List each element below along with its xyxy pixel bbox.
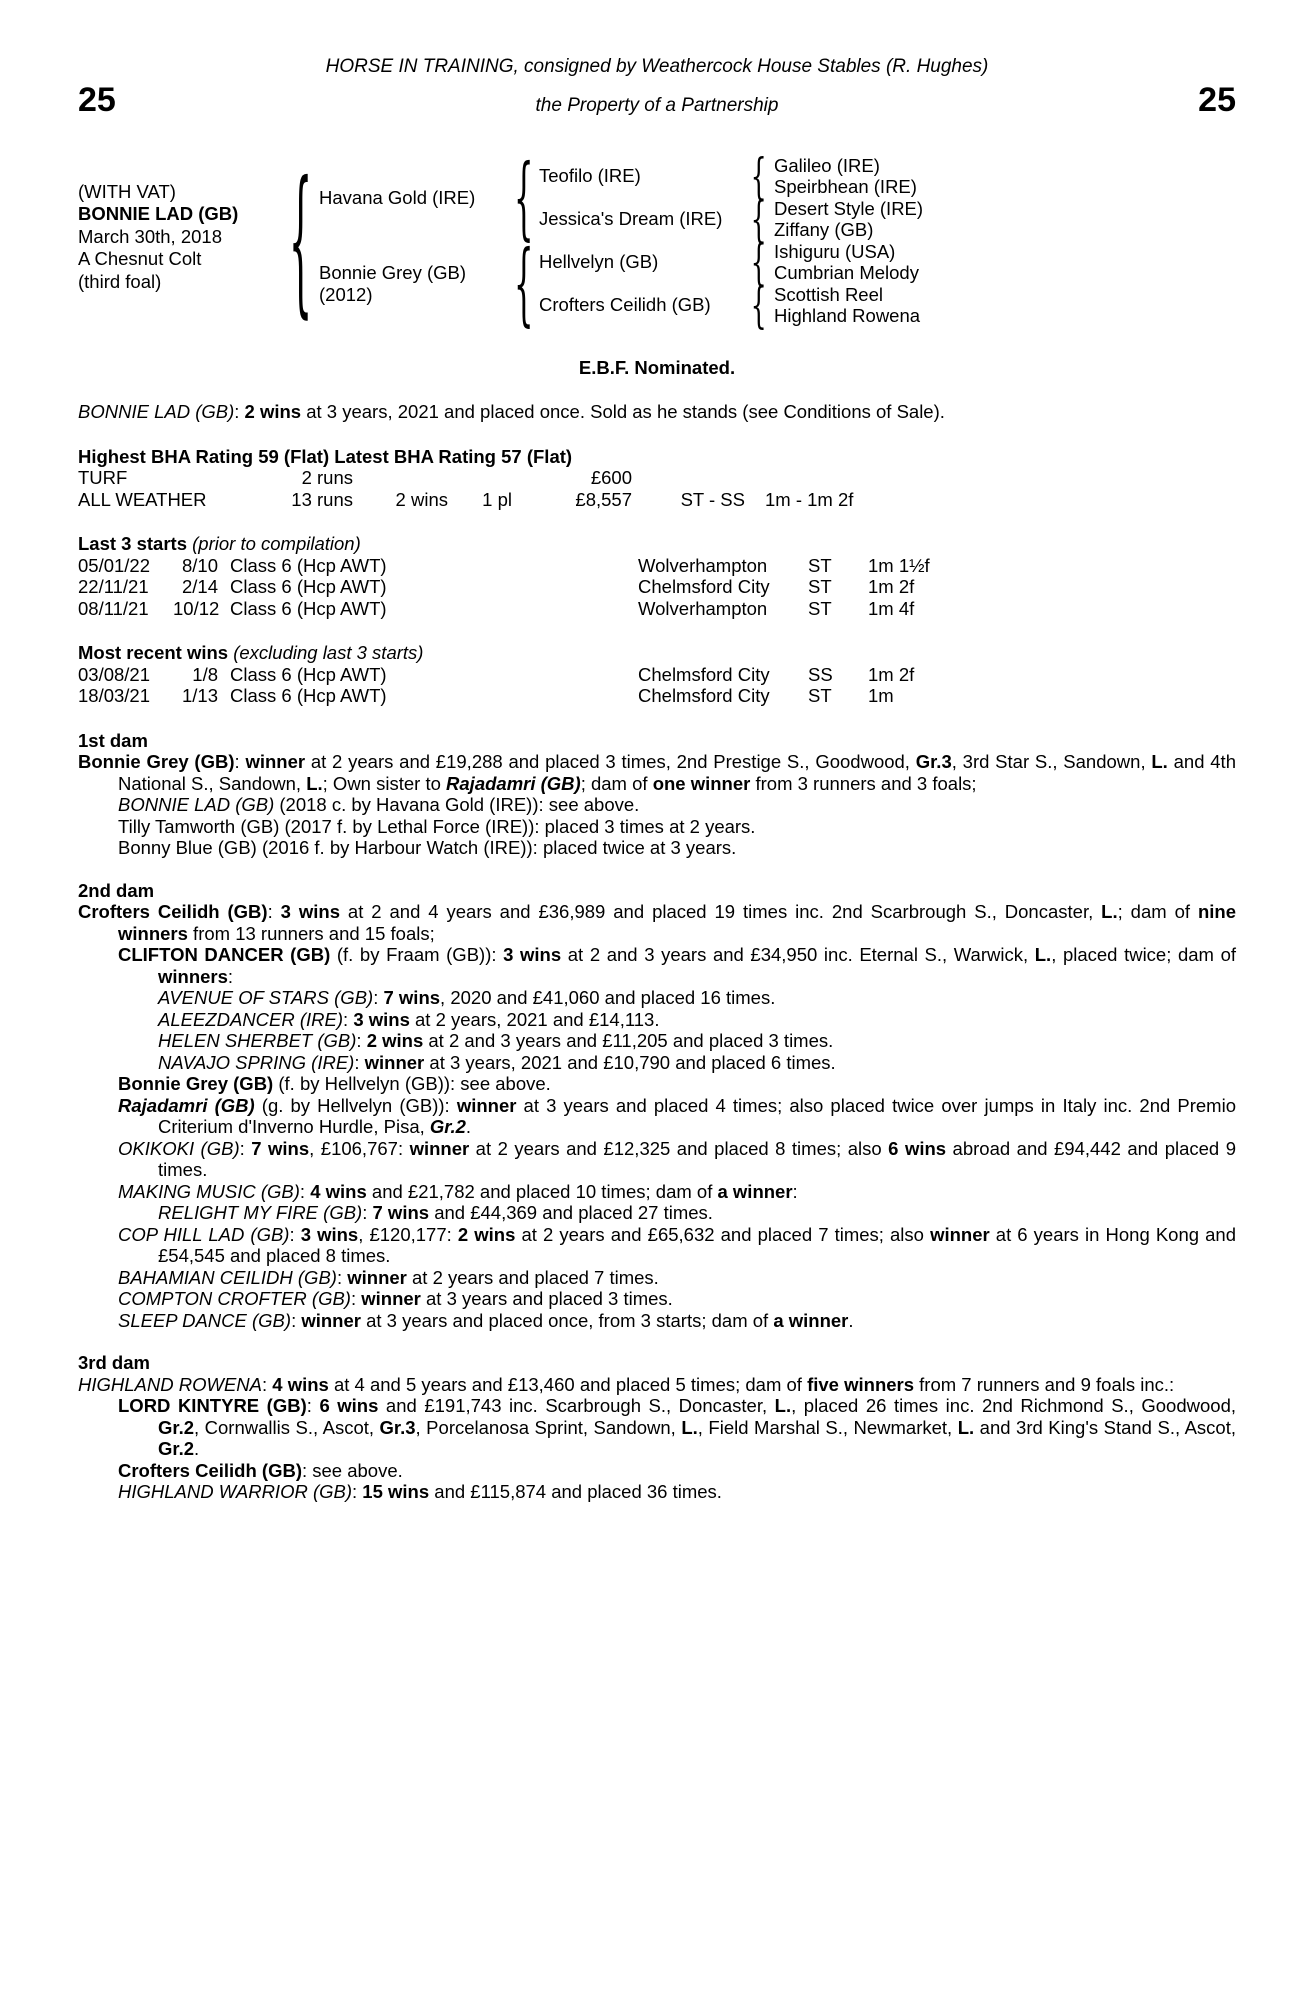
family-paragraph: HIGHLAND WARRIOR (GB): 15 wins and £115,874 and placed 36 times. (118, 1481, 722, 1502)
recent-wins-rows (78, 664, 1236, 707)
family-section (78, 730, 1236, 1503)
great-grandparent-name: Speirbhean (IRE) (774, 176, 917, 197)
race-cell: 1m 2f (868, 576, 915, 597)
record-cell: 2 runs (301, 467, 353, 488)
family-paragraph: MAKING MUSIC (GB): 4 wins and £21,782 and placed 10 times; dam of a winner: (118, 1180, 798, 1202)
family-paragraph: CLIFTON DANCER (GB) (f. by Fraam (GB)): 3 wins at 2 and 3 years and £34,950 inc. Eternal S., Warwick, L., placed twice; dam of winners: (118, 944, 1237, 987)
race-row (78, 555, 1236, 577)
race-cell: Class 6 (Hcp AWT) (230, 554, 387, 576)
dam-name: Bonnie Grey (GB) (2012) (319, 262, 467, 305)
great-grandparent-name: Galileo (IRE) (774, 154, 880, 176)
grandsire-name: Hellvelyn (GB) (539, 251, 659, 273)
bha-ratings-line: Highest BHA Rating 59 (Flat) Latest BHA Rating 57 (Flat) (78, 445, 573, 467)
great-grandparent-name: Scottish Reel (774, 283, 883, 305)
vat-note: (WITH VAT) (78, 180, 176, 202)
record-row (78, 467, 1236, 489)
race-row (78, 598, 1236, 620)
ebf-nominated-line: E.B.F. Nominated. (578, 356, 736, 378)
lot-number-right: 25 (1198, 80, 1236, 119)
last-starts-rows (78, 555, 1236, 620)
family-paragraph: Tilly Tamworth (GB) (2017 f. by Lethal Force (IRE)): placed 3 times at 2 years. (118, 815, 756, 837)
granddam-name: Jessica's Dream (IRE) (539, 208, 723, 230)
race-cell: Chelmsford City (638, 576, 770, 597)
great-grandparent-name: Desert Style (IRE) (774, 197, 924, 219)
family-paragraph: Bonny Blue (GB) (2016 f. by Harbour Watch (IRE)): placed twice at 3 years. (118, 837, 737, 858)
race-cell: 8/10 (181, 554, 218, 576)
race-row (78, 576, 1236, 598)
page-header (78, 56, 1236, 119)
race-row (78, 685, 1236, 707)
record-cell: TURF (78, 467, 128, 488)
family-paragraph: NAVAJO SPRING (IRE): winner at 3 years, 2021 and £10,790 and placed 6 times. (158, 1051, 836, 1073)
race-cell: SS (808, 663, 833, 685)
family-paragraph: COP HILL LAD (GB): 3 wins, £120,177: 2 wins at 2 years and £65,632 and placed 7 times; also winner at 6 years in Hong Kong and £54,545 and placed 8 times. (118, 1223, 1236, 1266)
record-cell: 2 wins (395, 488, 448, 510)
record-cell: 1m - 1m 2f (765, 488, 854, 510)
race-cell: Chelmsford City (638, 663, 770, 685)
lot-number-left: 25 (78, 80, 116, 119)
great-grandparent-name: Highland Rowena (774, 305, 921, 326)
record-table (78, 467, 1236, 510)
record-cell (353, 467, 448, 489)
brace-icon (509, 155, 539, 241)
record-cell (632, 467, 745, 489)
race-row (78, 664, 1236, 686)
race-cell: 1m 4f (868, 597, 915, 619)
grandsire-name: Teofilo (IRE) (539, 165, 641, 187)
race-cell: Wolverhampton (638, 554, 768, 576)
great-grandparent-name: Ishiguru (USA) (774, 240, 896, 262)
race-cell: 1m (868, 685, 894, 706)
family-paragraph: SLEEP DANCE (GB): winner at 3 years and placed once, from 3 starts; dam of a winner. (118, 1309, 854, 1331)
family-paragraph: HELEN SHERBET (GB): 2 wins at 2 and 3 years and £11,205 and placed 3 times. (158, 1030, 834, 1051)
record-row (78, 489, 1236, 511)
race-cell: 08/11/21 (78, 597, 149, 619)
race-cell: 10/12 (173, 597, 220, 619)
race-cell: Wolverhampton (638, 597, 768, 619)
family-paragraph: LORD KINTYRE (GB): 6 wins and £191,743 inc. Scarbrough S., Doncaster, L., placed 26 times inc. 2nd Richmond S., Goodwood, Gr.2, Cornwallis S., Ascot, Gr.3, Porcelanosa Sprint, Sandown, L., Field Marshal S., Newmarket, L. and 3rd King's Stand S., Ascot, Gr.2. (118, 1395, 1237, 1459)
intro-paragraph: BONNIE LAD (GB): 2 wins at 3 years, 2021 and placed once. Sold as he stands (see Conditions of Sale). (78, 401, 945, 422)
recent-wins-title: Most recent wins (excluding last 3 starts) (78, 642, 424, 663)
family-paragraph: Crofters Ceilidh (GB): see above. (118, 1459, 403, 1481)
last-starts-title: Last 3 starts (prior to compilation) (78, 533, 361, 554)
great-grandparent-name: Cumbrian Melody (774, 262, 919, 283)
family-paragraph: Crofters Ceilidh (GB): 3 wins at 2 and 4 years and £36,989 and placed 19 times inc. 2nd Scarbrough S., Doncaster, L.; dam of nine winners from 13 runners and 15 foals; (78, 901, 1236, 944)
race-cell: ST (808, 685, 832, 706)
family-paragraph: HIGHLAND ROWENA: 4 wins at 4 and 5 years and £13,460 and placed 5 times; dam of five winners from 7 runners and 9 foals inc.: (78, 1373, 1175, 1395)
race-cell: Class 6 (Hcp AWT) (230, 597, 387, 619)
race-cell: 1/13 (181, 685, 218, 706)
race-cell: 1/8 (192, 663, 218, 685)
sire-name: Havana Gold (IRE) (319, 186, 476, 208)
great-grandparent-name: Ziffany (GB) (774, 219, 874, 240)
race-cell: 2/14 (181, 576, 218, 597)
race-cell: Class 6 (Hcp AWT) (230, 685, 387, 706)
dam-heading: 3rd dam (78, 1352, 150, 1373)
family-paragraph: Rajadamri (GB) (g. by Hellvelyn (GB)): winner at 3 years and placed 4 times; also placed twice over jumps in Italy inc. 2nd Premio Criterium d'Inverno Hurdle, Pisa, Gr.2. (118, 1094, 1236, 1137)
horse-description: A Chesnut Colt (78, 248, 202, 269)
race-cell: Class 6 (Hcp AWT) (230, 576, 387, 597)
brace-icon (283, 155, 319, 327)
family-paragraph: RELIGHT MY FIRE (GB): 7 wins and £44,369 and placed 27 times. (158, 1202, 713, 1223)
race-record-section (78, 446, 1236, 511)
last-starts-section (78, 533, 1236, 619)
race-cell: Chelmsford City (638, 685, 770, 706)
family-paragraph: AVENUE OF STARS (GB): 7 wins, 2020 and £41,060 and placed 16 times. (158, 987, 776, 1008)
race-cell: ST (808, 576, 832, 597)
record-cell: ALL WEATHER (78, 488, 207, 510)
family-paragraph: BAHAMIAN CEILIDH (GB): winner at 2 years and placed 7 times. (118, 1266, 659, 1288)
record-cell: 1 pl (482, 488, 512, 510)
brace-icon (509, 241, 539, 327)
family-paragraph: BONNIE LAD (GB) (2018 c. by Havana Gold (IRE)): see above. (118, 794, 640, 815)
record-cell (745, 467, 765, 489)
foaling-date: March 30th, 2018 (78, 225, 222, 247)
family-paragraph: OKIKOKI (GB): 7 wins, £106,767: winner at 2 years and £12,325 and placed 8 times; also 6 wins abroad and £94,442 and placed 9 times. (118, 1137, 1236, 1180)
record-cell: 13 runs (291, 488, 353, 510)
record-cell: £600 (590, 467, 632, 488)
granddam-name: Crofters Ceilidh (GB) (539, 294, 711, 316)
recent-wins-section (78, 642, 1236, 707)
race-cell: 22/11/21 (78, 576, 149, 597)
family-paragraph: COMPTON CROFTER (GB): winner at 3 years and placed 3 times. (118, 1288, 673, 1309)
foal-note: (third foal) (78, 270, 162, 292)
family-paragraph: Bonnie Grey (GB): winner at 2 years and £19,288 and placed 3 times, 2nd Prestige S., Goodwood, Gr.3, 3rd Star S., Sandown, L. and 4th National S., Sandown, L.; Own sister to Rajadamri (GB); dam of one winner from 3 runners and 3 foals; (78, 751, 1236, 794)
record-cell: ST - SS (680, 488, 745, 510)
dam-heading: 2nd dam (78, 879, 155, 901)
race-cell: Class 6 (Hcp AWT) (230, 663, 387, 685)
race-cell: 05/01/22 (78, 554, 151, 576)
race-cell: ST (808, 597, 832, 619)
family-paragraph: ALEEZDANCER (IRE): 3 wins at 2 years, 2021 and £14,113. (158, 1008, 660, 1030)
race-cell: ST (808, 554, 832, 576)
race-cell: 03/08/21 (78, 663, 151, 685)
race-cell: 18/03/21 (78, 685, 151, 706)
pedigree-table (78, 155, 1236, 327)
brace-icon (744, 284, 774, 327)
record-cell: £8,557 (575, 488, 632, 510)
horse-details (78, 155, 283, 327)
family-paragraph: Bonnie Grey (GB) (f. by Hellvelyn (GB)): see above. (118, 1073, 551, 1094)
record-cell (448, 467, 512, 489)
horse-name: BONNIE LAD (GB) (78, 203, 239, 224)
consignor-line: HORSE IN TRAINING, consigned by Weathercock House Stables (R. Hughes) (325, 56, 989, 77)
dam-heading: 1st dam (78, 729, 148, 751)
race-cell: 1m 1½f (868, 554, 930, 576)
race-cell: 1m 2f (868, 663, 915, 685)
property-line: the Property of a Partnership (535, 94, 779, 116)
